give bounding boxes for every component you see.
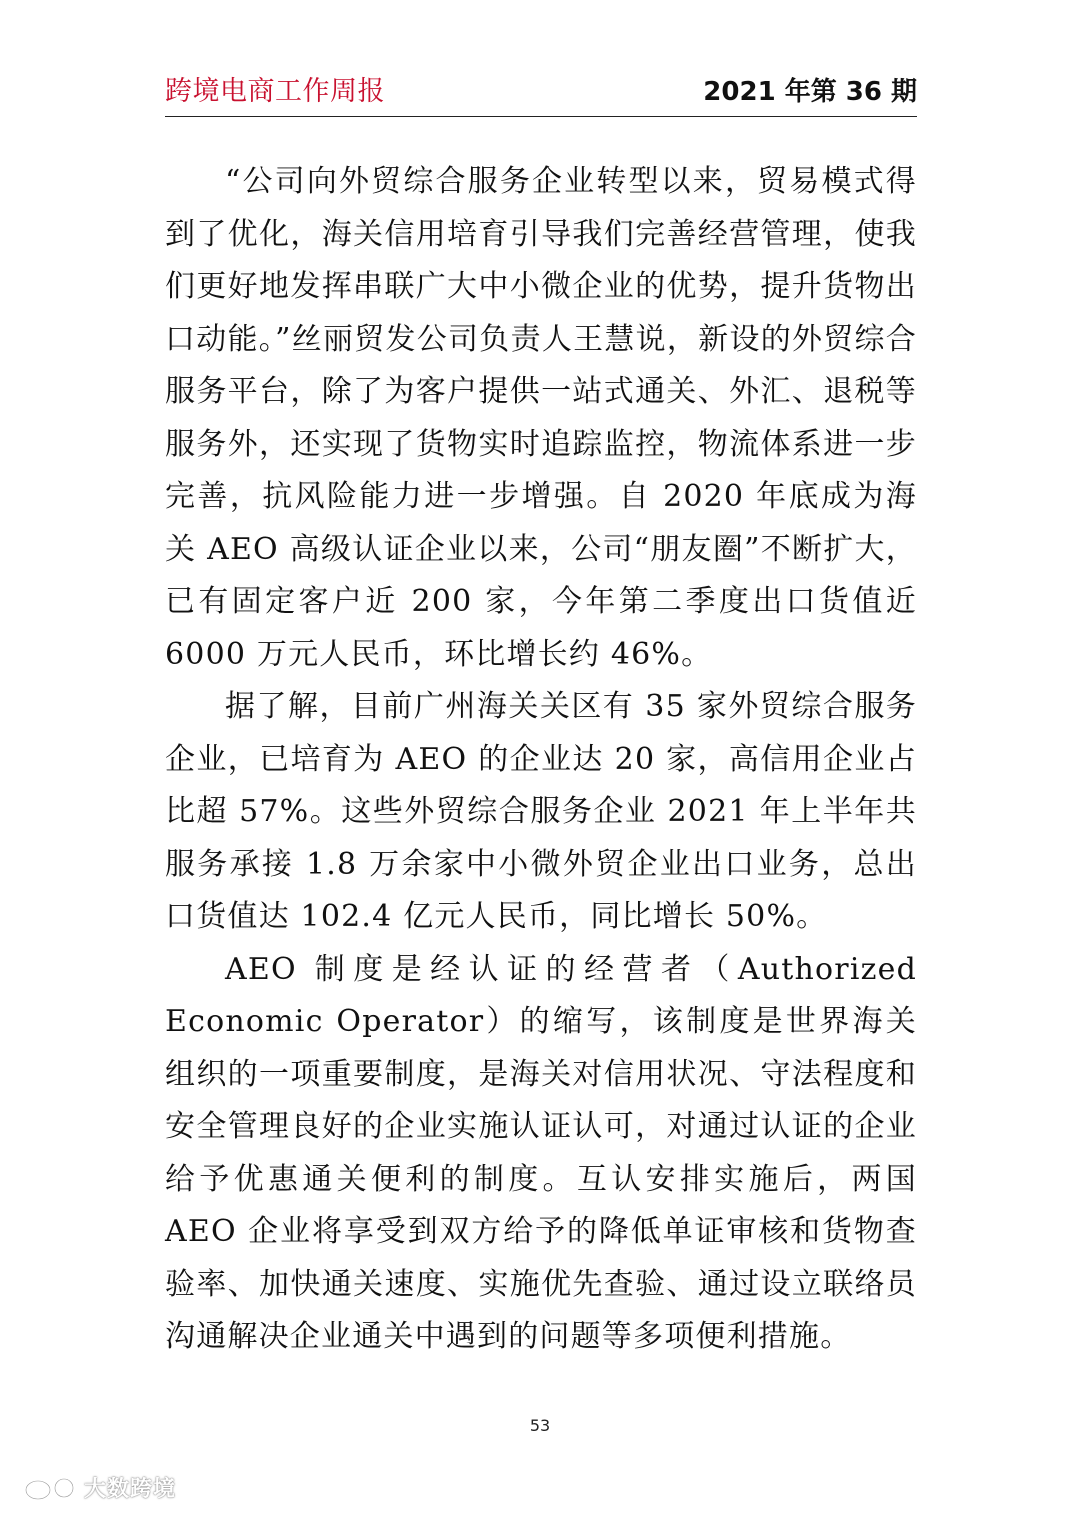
page-number: 53: [529, 1416, 551, 1435]
weibo-logo-icon: [24, 1474, 78, 1502]
article-body: [165, 156, 917, 1364]
paragraph-1: “公司向外贸综合服务企业转型以来，贸易模式得到了优化，海关信用培育引导我们完善经营管理，使我们更好地发挥串联广大中小微企业的优势，提升货物出口动能。”丝丽贸发公司负责人王慧说，新设的外贸综合服务平台，除了为客户提供一站式通关、外汇、退税等服务外，还实现了货物实时追踪监控，物流体系进一步完善，抗风险能力进一步增强。自 2020 年底成为海关 AEO 高级认证企业以来，公司“朋友圈”不断扩大，已有固定客户近 200 家，今年第二季度出口货值近 6000 万元人民币，环比增长约 46%。: [165, 164, 917, 672]
issue-number: 2021 年第 36 期: [703, 77, 917, 107]
page-header: [165, 70, 917, 117]
watermark-text: 大数跨境: [84, 1477, 177, 1502]
paragraph-3: AEO 制度是经认证的经营者（Authorized Economic Operator）的缩写，该制度是世界海关组织的一项重要制度，是海关对信用状况、守法程度和安全管理良好的企业实施认证认可，对通过认证的企业给予优惠通关便利的制度。互认安排实施后，两国 AEO 企业将享受到双方给予的降低单证审核和货物查验率、加快通关速度、实施优先查验、通过设立联络员沟通解决企业通关中遇到的问题等多项便利措施。: [165, 951, 917, 1354]
paragraph-2: 据了解，目前广州海关关区有 35 家外贸综合服务企业，已培育为 AEO 的企业达 20 家，高信用企业占比超 57%。这些外贸综合服务企业 2021 年上半年共服务承接 1.8 万余家中小微外贸企业出口业务，总出口货值达 102.4 亿元人民币，同比增长 50%。: [165, 689, 917, 934]
publication-title: 跨境电商工作周报: [165, 76, 385, 107]
watermark: [24, 1472, 176, 1503]
